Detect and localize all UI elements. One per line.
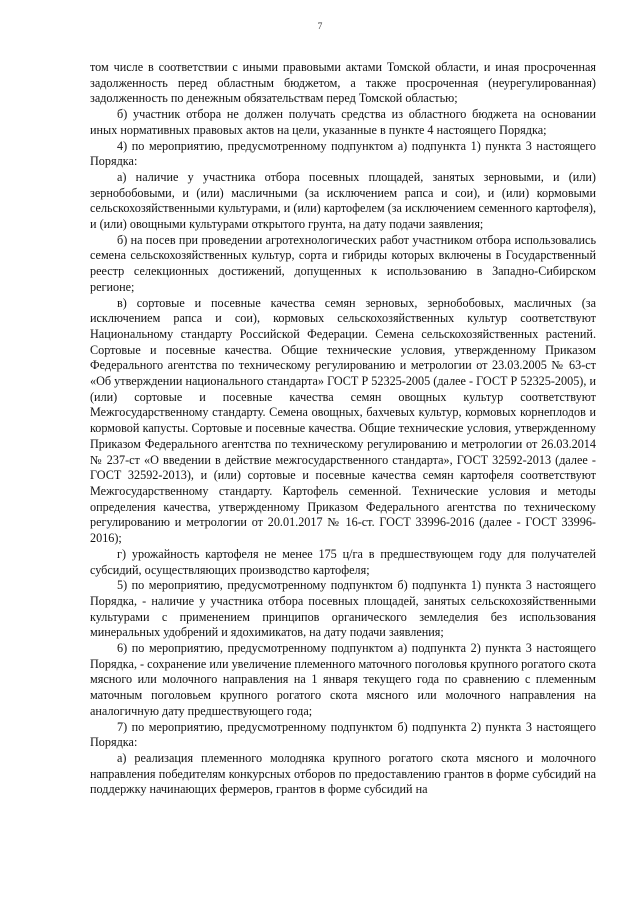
paragraph-4-heading: 4) по мероприятию, предусмотренному подпунктом а) подпункта 1) пункта 3 настоящего Порядка: (90, 138, 596, 169)
paragraph-4a-sown-areas: а) наличие у участника отбора посевных площадей, занятых зерновыми, и (или) зернобобовыми, и (или) масличными (за исключением рапса и сои), и (или) кормовыми сельскохозяйственными культурами, и (или) картофелем (за исключением семенного картофеля), и (или) овощными культурами открытого грунта, на дату подачи заявления; (90, 169, 596, 232)
paragraph-7a-breeding-stock: а) реализация племенного молодняка крупного рогатого скота мясного и молочного направления победителям конкурсных отборов по предоставлению грантов в форме субсидий на поддержку начинающих фермеров, грантов в форме субсидий на (90, 750, 596, 797)
paragraph-b-no-other-funding: б) участник отбора не должен получать средства из областного бюджета на основании иных нормативных правовых актов на цели, указанные в пункте 4 настоящего Порядка; (90, 107, 596, 137)
paragraph-4v-seed-quality: в) сортовые и посевные качества семян зерновых, зернобобовых, масличных (за исключением рапса и сои), кормовых сельскохозяйственных культур соответствуют Национальному стандарту Российской Федерации. Семена сельскохозяйственных растений. Сортовые и посевные качества. Общие технические условия, утвержденному Приказом Федерального агентства по техническому регулированию и метрологии от 23.03.2005 № 63-ст «Об утверждении национального стандарта» ГОСТ Р 52325-2005 (далее - ГОСТ Р 52325-2005), и (или) сортовые и посевные качества семян овощных культур соответствуют Межгосударственному стандарту. Семена овощных, бахчевых культур, кормовых корнеплодов и кормовой капусты. Сортовые и посевные качества. Общие технические условия, утвержденному Приказом Федерального агентства по техническому регулированию и метрологии от 26.03.2014 № 237-ст «О введении в действие межгосударственного стандарта», ГОСТ 32592-2013 (далее - ГОСТ 32592-2013), и (или) сортовые и посевные качества семян картофеля соответствуют Межгосударственному стандарту. Картофель семенной. Технические условия и методы определения качества, утвержденному Приказом Федерального агентства по техническому регулированию и метрологии от 20.01.2017 № 16-ст. ГОСТ 33996-2016 (далее - ГОСТ 33996-2016); (90, 295, 596, 546)
paragraph-4b-seeds-registry: б) на посев при проведении агротехнологических работ участником отбора использовались семена сельскохозяйственных культур, сорта и гибриды которых включены в Государственный реестр селекционных достижений, допущенных к использованию в Западно-Сибирском регионе; (90, 232, 596, 294)
paragraph-5-organic: 5) по мероприятию, предусмотренному подпунктом б) подпункта 1) пункта 3 настоящего Порядка, - наличие у участника отбора посевных площадей, занятых сельскохозяйственными культурами с применением принципов органического земледелия без использования минеральных удобрений и ядохимикатов, на дату подачи заявления; (90, 578, 596, 640)
paragraph-continuation: том числе в соответствии с иными правовыми актами Томской области, и иная просроченная задолженность перед областным бюджетом, а также просроченная (неурегулированная) задолженность по денежным обязательствам перед Томской областью; (90, 60, 596, 106)
document-body (90, 60, 596, 798)
paragraph-6-livestock: 6) по мероприятию, предусмотренному подпунктом а) подпункта 2) пункта 3 настоящего Порядка, - сохранение или увеличение племенного маточного поголовья крупного рогатого скота мясного или молочного направления на 1 января текущего года по сравнению с племенным маточным поголовьем крупного рогатого скота мясного или молочного направления на аналогичную дату предшествующего года; (90, 641, 596, 718)
page-number: 7 (317, 22, 323, 32)
paragraph-4g-potato-yield: г) урожайность картофеля не менее 175 ц/га в предшествующем году для получателей субсидий, осуществляющих производство картофеля; (90, 546, 596, 577)
paragraph-7-heading: 7) по мероприятию, предусмотренному подпунктом б) подпункта 2) пункта 3 настоящего Порядка: (90, 719, 596, 750)
